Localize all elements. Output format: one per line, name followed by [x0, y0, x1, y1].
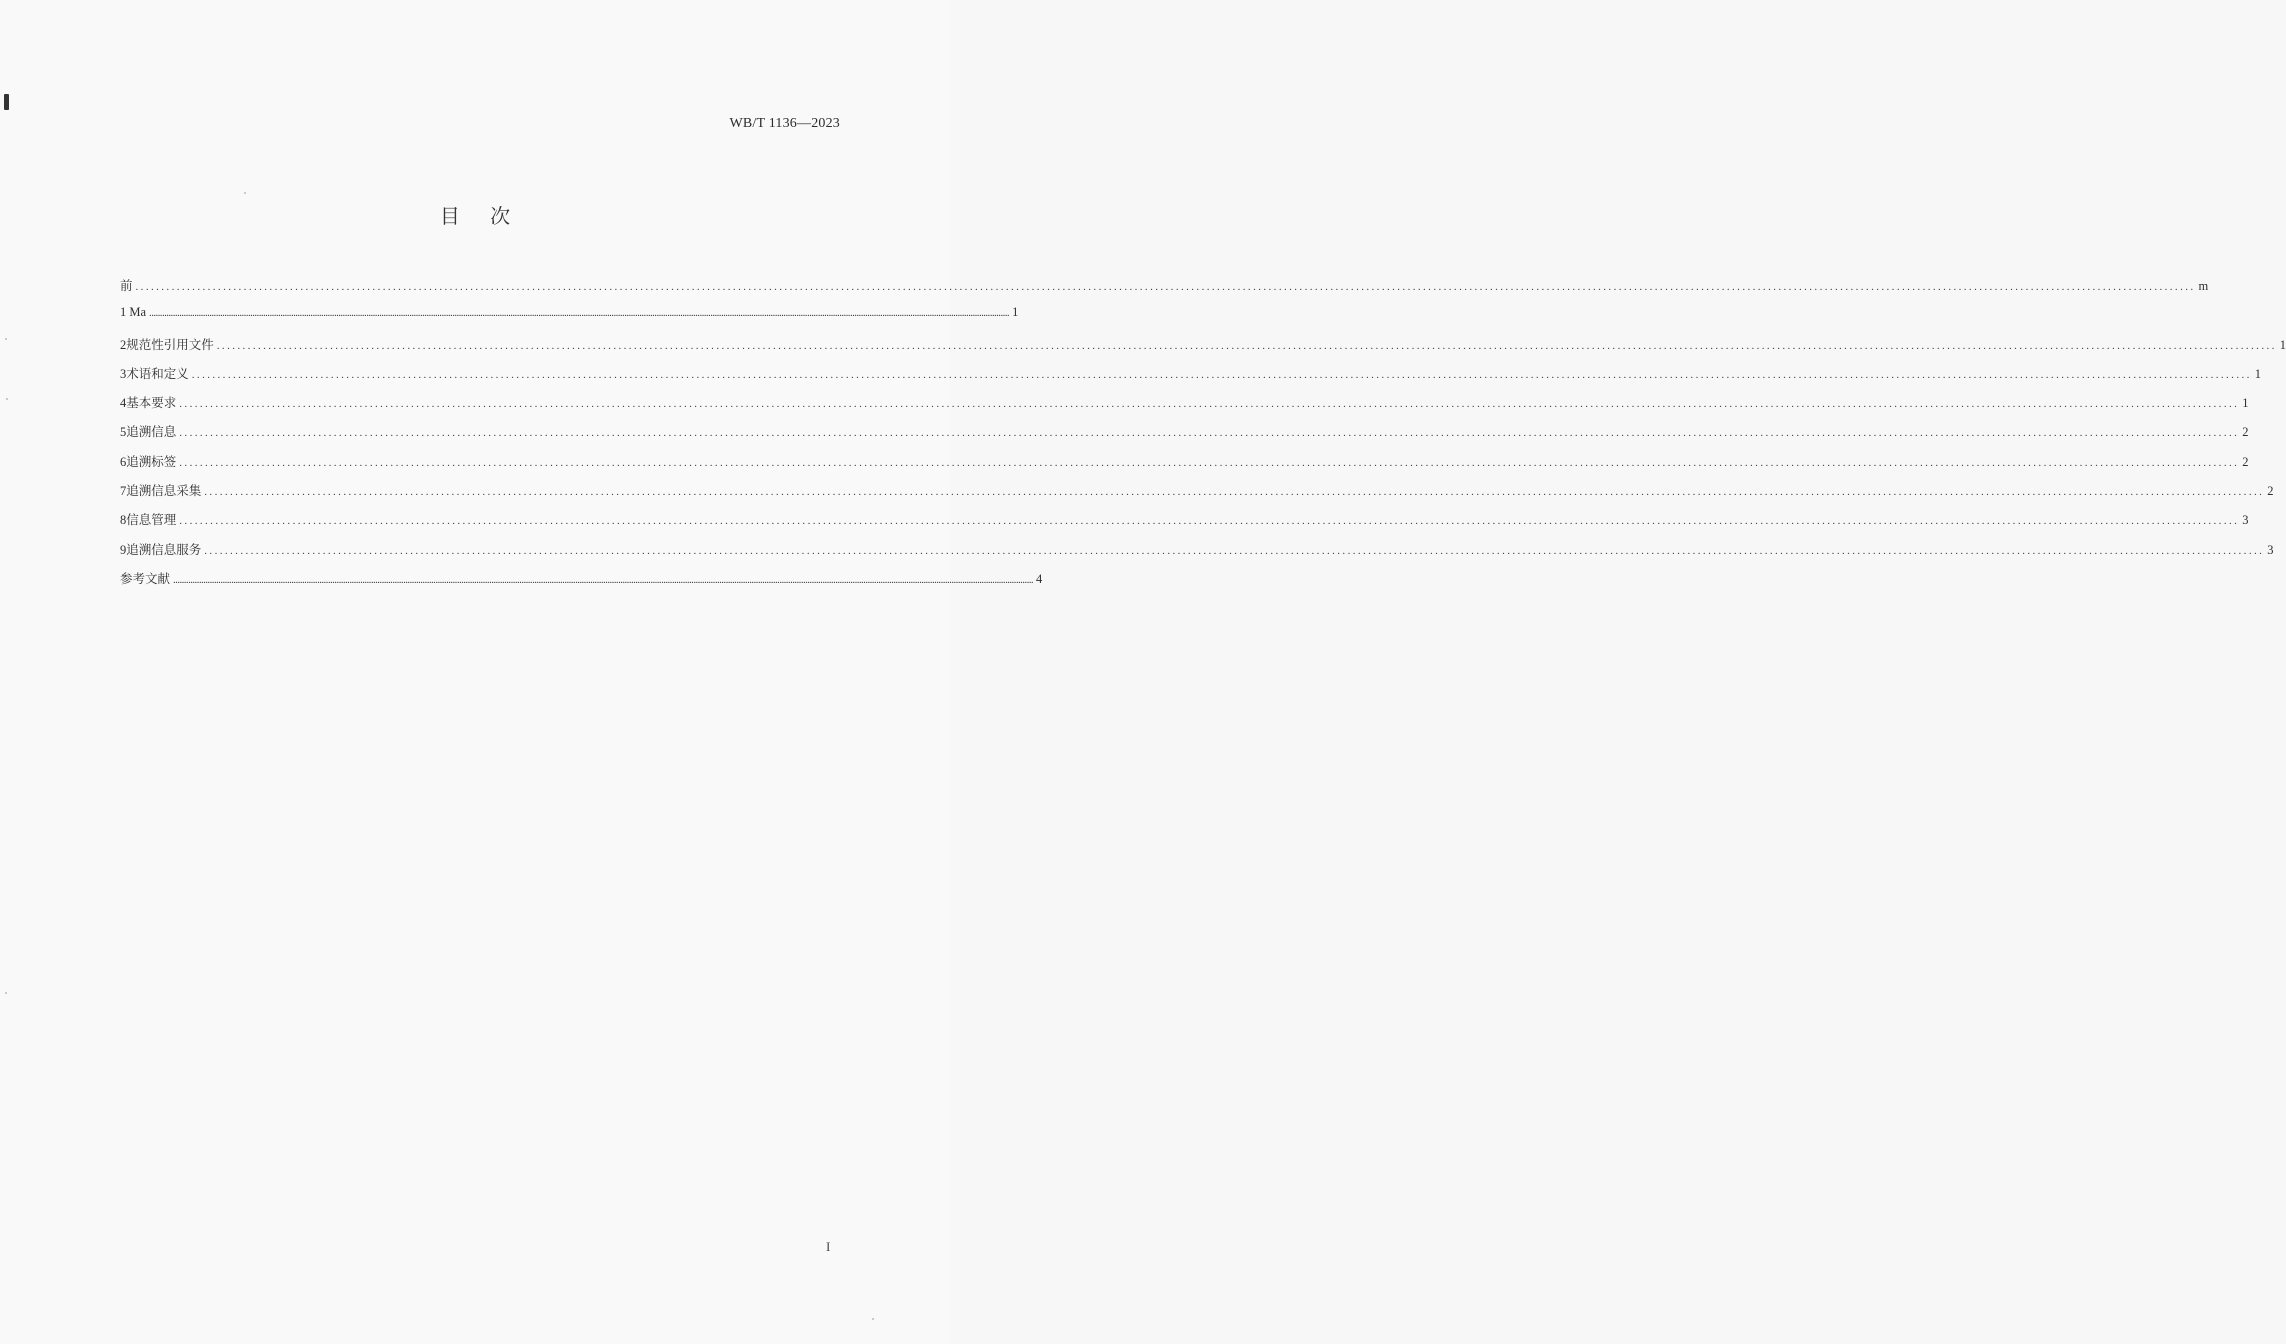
toc-leader-dots: ................................................................................................................................................................................................................................................................................................................................................................................................................	[179, 515, 2240, 528]
toc-leader-dots: ................................................................................................................................................................................................................................................................................................................................................................................................................	[191, 368, 2252, 381]
toc-entry[interactable]	[120, 452, 2249, 481]
toc-entry[interactable]	[120, 422, 2249, 451]
toc-entry-label: 前	[120, 279, 133, 293]
toc-entry-page: 2	[2242, 454, 2249, 469]
toc-entry[interactable]	[120, 335, 2286, 364]
scan-speck	[5, 992, 7, 994]
toc-leader-dots: ................................................................................................................................................................................................................................................................................................................................................................................................................	[216, 339, 2277, 352]
toc-entry-page: 3	[2267, 542, 2274, 557]
toc-title: 目 次	[439, 204, 523, 228]
page-number: I	[826, 1239, 831, 1254]
toc-entry-label: 7追溯信息采集	[120, 484, 202, 499]
toc-entry-page: 2	[2267, 484, 2274, 499]
toc-entry-label: 2规范性引用文件	[120, 337, 214, 352]
toc-entry-page: 4	[1036, 571, 1043, 586]
toc-entry-page: 1	[2242, 396, 2249, 411]
document-code: WB/T 1136—2023	[729, 116, 840, 131]
toc-entry-label: 8信息管理	[120, 513, 177, 528]
toc-entry-label: 参考文献	[120, 571, 171, 586]
scan-speck	[244, 192, 246, 194]
table-of-contents	[120, 276, 2286, 598]
toc-entry[interactable]	[120, 481, 2274, 510]
toc-leader-dots: ................................................................................................................................................................................................................................................................................................................................................................................................................	[179, 398, 2240, 411]
toc-entry-label: 9追溯信息服务	[120, 542, 202, 557]
toc-entry-page: 1	[1012, 305, 1019, 320]
toc-entry[interactable]	[120, 364, 2262, 393]
scan-speck	[5, 338, 7, 340]
toc-entry-label: 5追溯信息	[120, 425, 177, 440]
toc-leader-dots: ................................................................................................................................................................................................................................................................................................................................................................................................................	[149, 307, 1010, 320]
toc-entry-page: 1	[2254, 366, 2262, 381]
toc-entry-page: m	[2198, 279, 2209, 293]
toc-entry[interactable]	[120, 393, 2249, 422]
toc-entry[interactable]	[120, 540, 2274, 569]
toc-entry[interactable]	[120, 305, 1019, 334]
toc-entry-label: 3术语和定义	[120, 366, 189, 381]
toc-entry[interactable]	[120, 569, 1043, 598]
scan-speck	[6, 398, 8, 400]
toc-entry-page: 3	[2242, 513, 2249, 528]
toc-leader-dots: ................................................................................................................................................................................................................................................................................................................................................................................................................	[135, 281, 2196, 293]
toc-entry-page: 2	[2242, 425, 2249, 440]
toc-entry-label: 6追溯标签	[120, 454, 177, 469]
toc-leader-dots: ................................................................................................................................................................................................................................................................................................................................................................................................................	[204, 544, 2265, 557]
scan-speck	[872, 1318, 874, 1320]
toc-entry[interactable]	[120, 276, 2209, 305]
toc-entry[interactable]	[120, 510, 2249, 539]
toc-leader-dots: ................................................................................................................................................................................................................................................................................................................................................................................................................	[179, 456, 2240, 469]
toc-entry-label: 4基本要求	[120, 396, 177, 411]
scan-edge-mark	[4, 94, 9, 110]
toc-leader-dots: ................................................................................................................................................................................................................................................................................................................................................................................................................	[204, 486, 2265, 499]
toc-entry-page: 1	[2279, 337, 2286, 352]
toc-entry-label: 1 Ma	[120, 305, 147, 320]
toc-leader-dots: ................................................................................................................................................................................................................................................................................................................................................................................................................	[173, 573, 1034, 586]
toc-leader-dots: ................................................................................................................................................................................................................................................................................................................................................................................................................	[179, 427, 2240, 440]
